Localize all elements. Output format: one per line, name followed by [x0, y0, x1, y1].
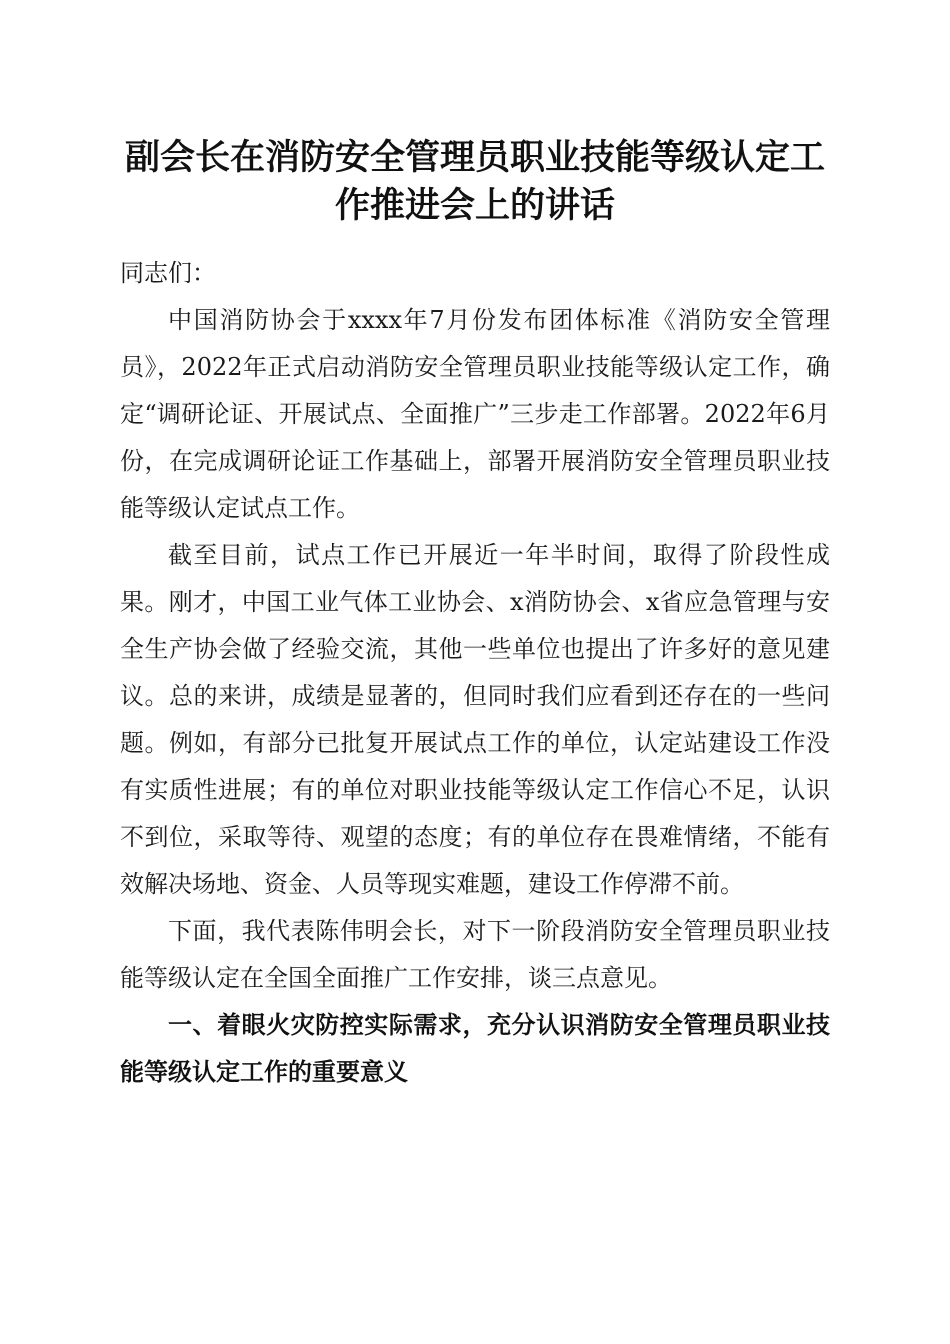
document-title: 副会长在消防安全管理员职业技能等级认定工作推进会上的讲话	[124, 137, 825, 226]
paragraph-3: 下面，我代表陈伟明会长，对下一阶段消防安全管理员职业技能等级认定在全国全面推广工作安排，谈三点意见。	[120, 917, 830, 992]
section-heading-1: 一、着眼火灾防控实际需求，充分认识消防安全管理员职业技能等级认定工作的重要意义	[120, 1011, 830, 1086]
paragraph-1: 中国消防协会于xxxx年7月份发布团体标准《消防安全管理员》，2022年正式启动消防安全管理员职业技能等级认定工作，确定“调研论证、开展试点、全面推广”三步走工作部署。2022年6月份，在完成调研论证工作基础上，部署开展消防安全管理员职业技能等级认定试点工作。	[120, 306, 830, 522]
salutation: 同志们：	[120, 259, 216, 287]
paragraph-2: 截至目前，试点工作已开展近一年半时间，取得了阶段性成果。刚才，中国工业气体工业协会、x消防协会、x省应急管理与安全生产协会做了经验交流，其他一些单位也提出了许多好的意见建议。总的来讲，成绩是显著的，但同时我们应看到还存在的一些问题。例如，有部分已批复开展试点工作的单位，认定站建设工作没有实质性进展；有的单位对职业技能等级认定工作信心不足，认识不到位，采取等待、观望的态度；有的单位存在畏难情绪，不能有效解决场地、资金、人员等现实难题，建设工作停滞不前。	[120, 541, 830, 898]
document-body	[120, 250, 830, 1096]
